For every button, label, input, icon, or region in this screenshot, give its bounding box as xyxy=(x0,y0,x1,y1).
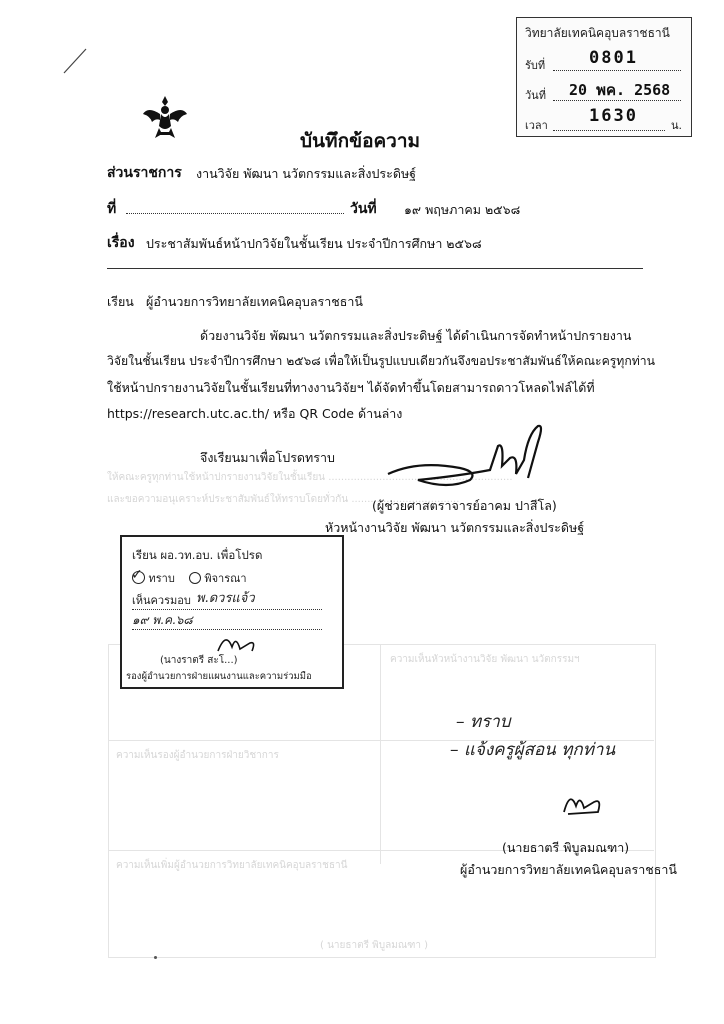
receipt-stamp xyxy=(516,17,692,137)
check-circle-icon: ✓ xyxy=(132,571,145,584)
approval-options xyxy=(132,569,247,587)
stamp-date-label: วันที่ xyxy=(525,89,546,102)
body-line-2: วิจัยในชั้นเรียน ประจำปีการศึกษา ๒๕๖๘ เพื่อให้เป็นรูปแบบเดียวกันจึงขอประชาสัมพันธ์ให้คณะครูทุกท่าน xyxy=(107,354,655,368)
stamp-date-value: 20 พค. 2568 xyxy=(569,81,671,99)
stamp-time-value: 1630 xyxy=(589,106,638,126)
speck xyxy=(154,956,157,959)
director-signature xyxy=(558,786,608,816)
subject-value: ประชาสัมพันธ์หน้าปกวิจัยในชั้นเรียน ประจำปีการศึกษา ๒๕๖๘ xyxy=(146,236,482,251)
approval-signature xyxy=(212,629,262,655)
body-line-3: ใช้หน้าปกรายงานวิจัยในชั้นเรียนที่ทางงานวิจัยฯ ได้จัดทำขึ้นโดยสามารถดาวโหลดไฟล์ได้ที่ xyxy=(107,380,595,395)
stamp-no-value: 0801 xyxy=(589,48,638,68)
closing-text: จึงเรียนมาเพื่อโปรดทราบ xyxy=(200,450,335,465)
date-label: วันที่ xyxy=(350,201,377,217)
stamp-no-label: รับที่ xyxy=(525,59,546,72)
empty-circle-icon xyxy=(189,572,201,584)
approval-name: (นางราตรี สะโ...) xyxy=(160,655,238,666)
date-value: ๑๙ พฤษภาคม ๒๕๖๘ xyxy=(404,202,521,217)
to-label: เรียน xyxy=(107,294,134,309)
stamp-org: วิทยาลัยเทคนิคอุบลราชธานี xyxy=(525,26,670,40)
director-note-1: – ทราบ xyxy=(456,712,511,732)
signer-name: (ผู้ช่วยศาสตราจารย์อาคม ปาสีโล) xyxy=(372,498,557,513)
signer-title: หัวหน้างานวิจัย พัฒนา นวัตกรรมและสิ่งประดิษฐ์ xyxy=(325,520,585,535)
ref-label: ที่ xyxy=(107,201,117,217)
subject-label: เรื่อง xyxy=(107,235,135,251)
header-divider xyxy=(107,268,643,269)
approval-handwriting-1: พ.ดวรแจ้ว xyxy=(196,591,255,606)
option-consider-label: พิจารณา xyxy=(204,572,247,585)
director-name: (นายธาตรี พิบูลมณฑา) xyxy=(502,840,630,855)
pen-mark xyxy=(60,45,90,77)
stamp-time-unit: น. xyxy=(671,119,683,132)
approval-title: รองผู้อำนวยการฝ่ายแผนงานและความร่วมมือ xyxy=(126,671,312,682)
agency-label: ส่วนราชการ xyxy=(107,165,182,181)
body-line-1: ด้วยงานวิจัย พัฒนา นวัตกรรมและสิ่งประดิษฐ์ ได้ดำเนินการจัดทำหน้าปกรายงาน xyxy=(200,328,632,343)
director-note-2: – แจ้งครูผู้สอน ทุกท่าน xyxy=(450,740,616,760)
memo-title: บันทึกข้อความ xyxy=(300,130,421,152)
approval-handwriting-2: ๑๙ พ.ค.๖๘ xyxy=(132,613,193,627)
stamp-time-label: เวลา xyxy=(525,119,548,132)
garuda-emblem-icon xyxy=(140,92,190,142)
to-value: ผู้อำนวยการวิทยาลัยเทคนิคอุบลราชธานี xyxy=(146,294,363,309)
body-line-4: https://research.utc.ac.th/ หรือ QR Code ด้านล่าง xyxy=(107,406,403,421)
director-title: ผู้อำนวยการวิทยาลัยเทคนิคอุบลราชธานี xyxy=(460,862,677,877)
signature-head xyxy=(378,418,568,498)
option-acknowledge-label: ทราบ xyxy=(148,572,175,585)
approval-stamp-box xyxy=(120,535,344,689)
agency-value: งานวิจัย พัฒนา นวัตกรรมและสิ่งประดิษฐ์ xyxy=(196,166,417,181)
approval-line-1: เรียน ผอ.วท.อบ. เพื่อโปรด xyxy=(132,548,263,562)
approval-line-3: เห็นควรมอบ xyxy=(132,594,191,607)
